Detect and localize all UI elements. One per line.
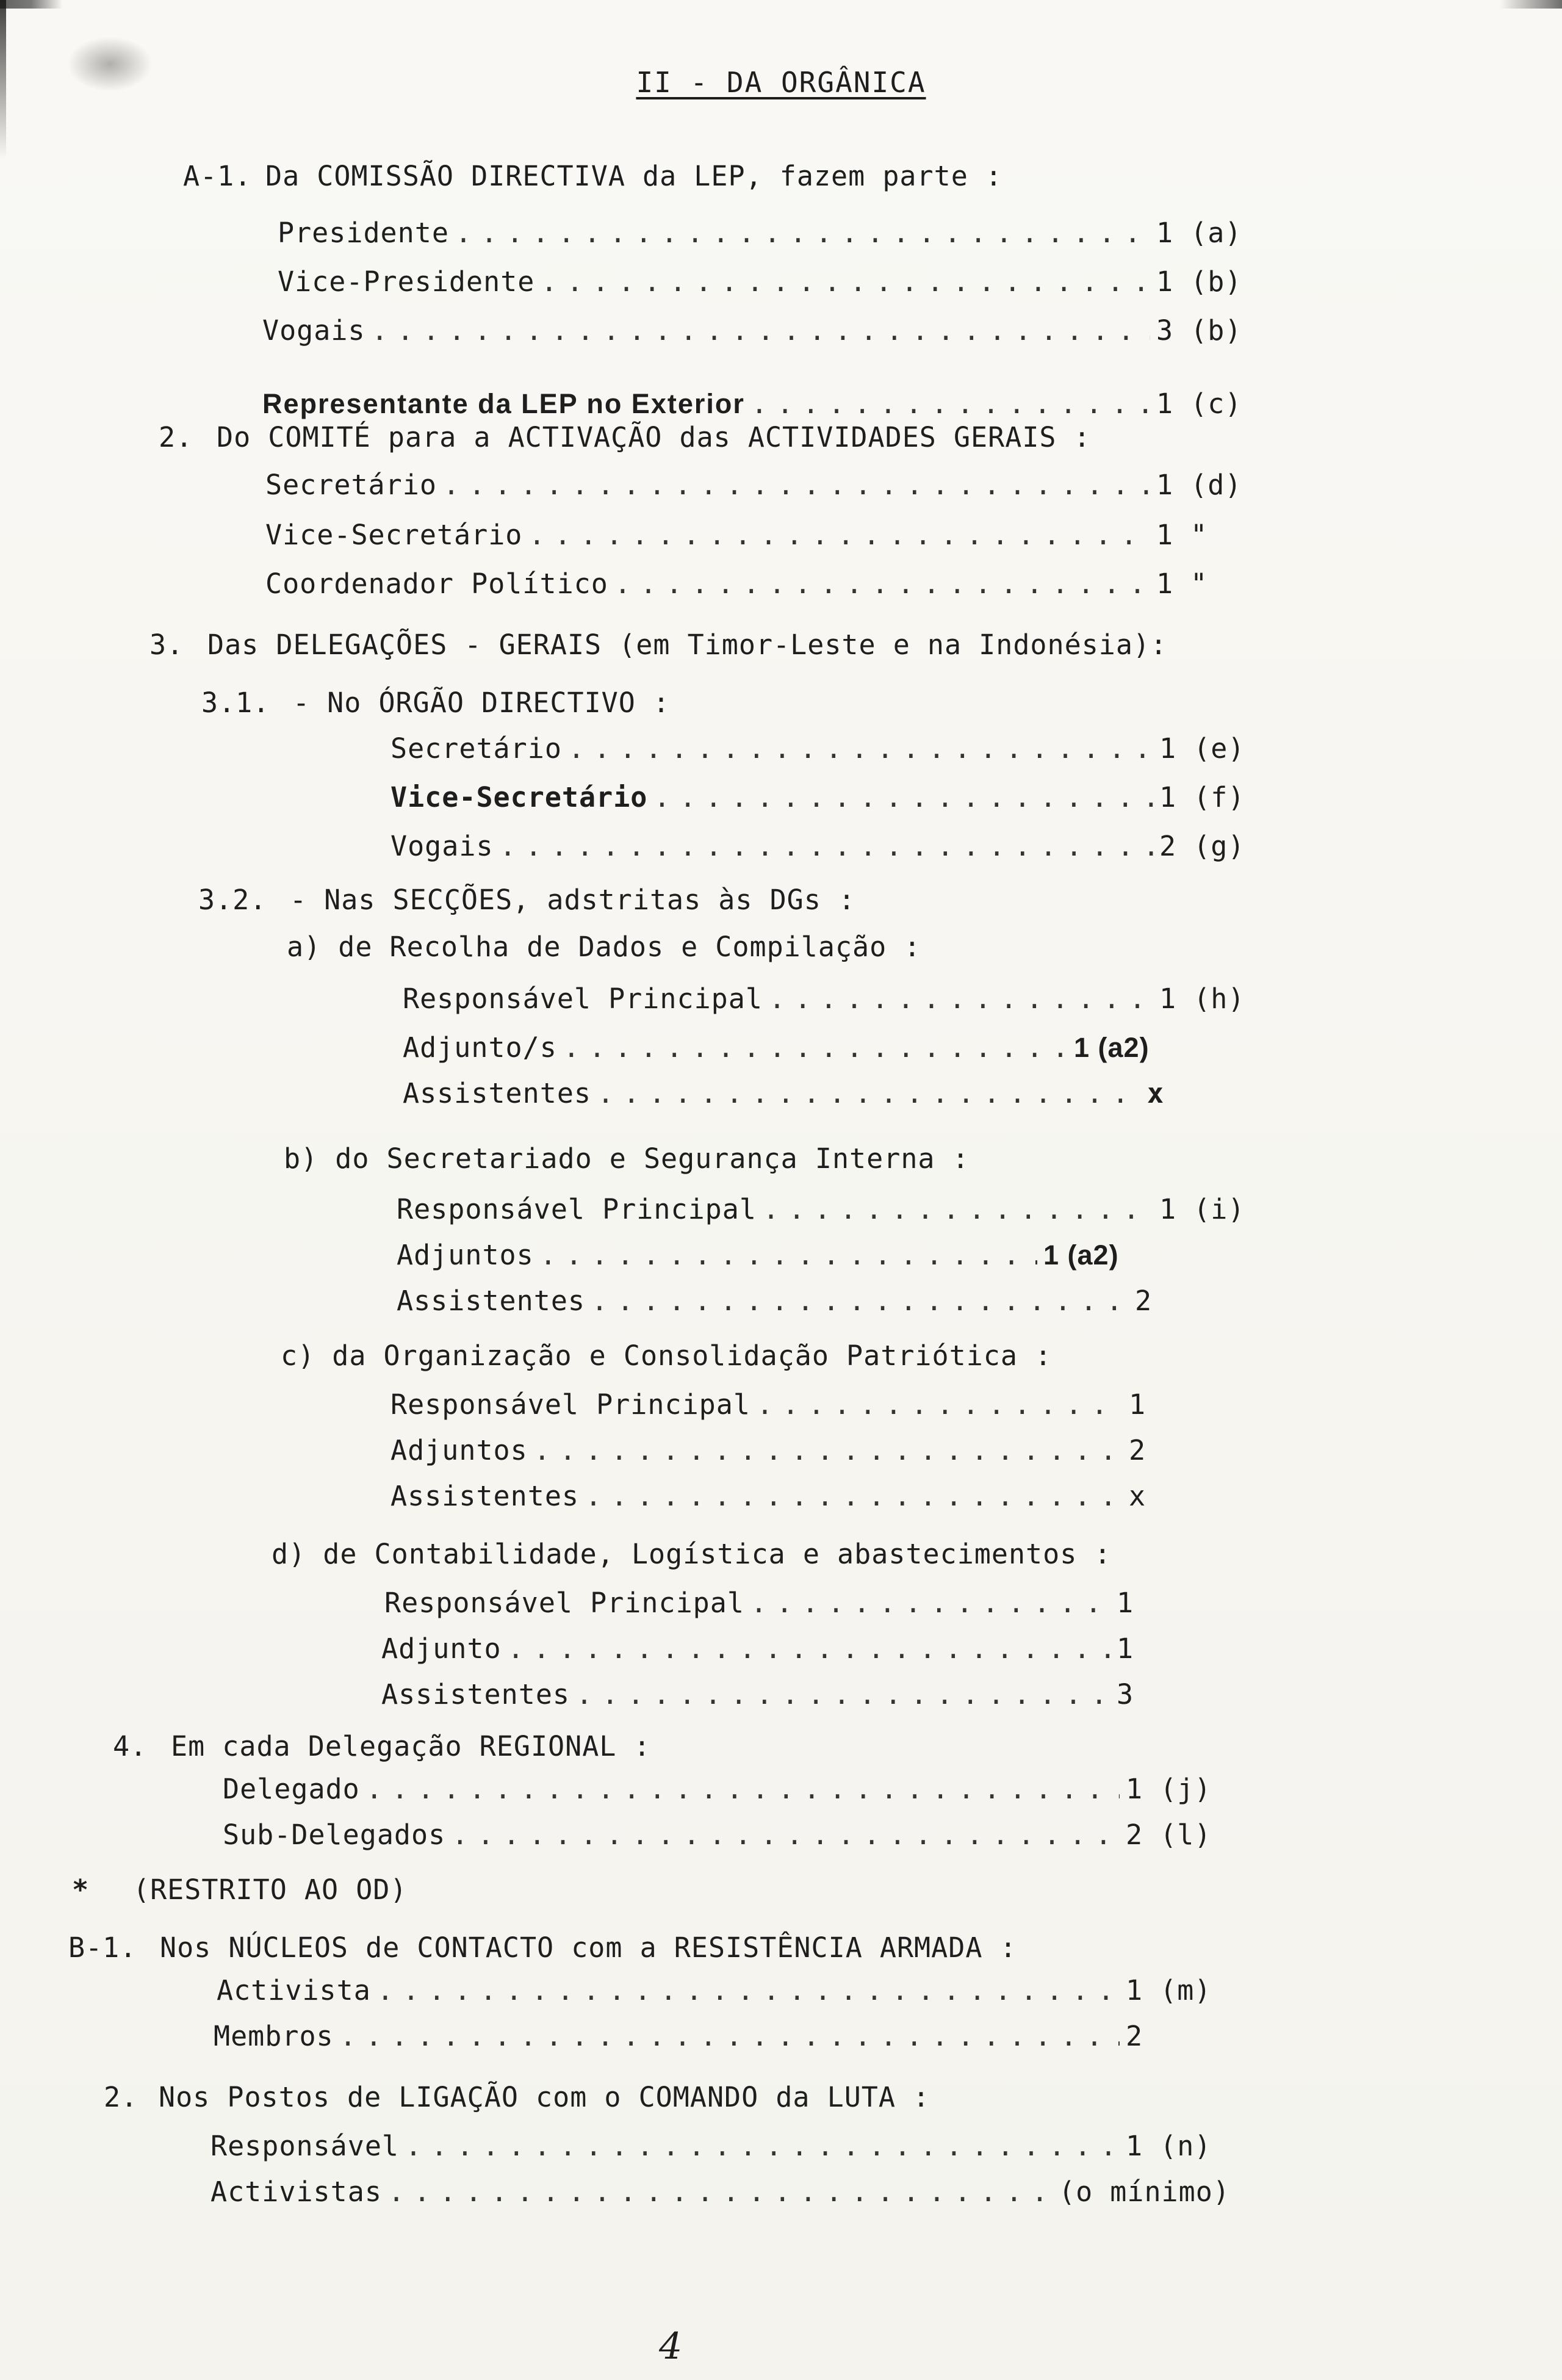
dot-leader [452,1819,1120,1851]
item-value: 2 (l) [1126,1819,1212,1851]
item-value: 1 (m) [1126,1974,1212,2007]
item-value: 1 (n) [1126,2130,1212,2162]
section-heading-text: - Nas SECÇÕES, adstritas às DGs : [290,884,856,916]
section-number: 3. [149,629,184,661]
dot-leader [366,1773,1120,1805]
section-number: 2. [104,2081,139,2113]
item-label: Activista [217,1974,371,2007]
dot-leader [751,388,1150,420]
item-value: x [1129,1480,1146,1512]
dot-leader [405,2130,1120,2162]
item-value: 1 (b) [1156,265,1242,298]
dot-leader [455,217,1150,249]
subsection-d-heading [272,1538,1278,1570]
item-value: (o mínimo) [1059,2176,1230,2208]
item-label: Activistas [211,2176,382,2208]
dot-leader [377,1974,1120,2007]
item-value: 2 [1126,2020,1143,2052]
item-label: Vogais [262,314,365,347]
item-label: Assistentes [403,1077,592,1109]
restricted-note-text: (RESTRITO AO OD) [133,1873,408,1906]
item-value: 1 (f) [1159,781,1245,813]
item-label: Presidente [278,217,449,249]
dot-leader [534,1434,1123,1466]
section-number: 2. [159,421,193,453]
item-value: 1 " [1156,568,1208,600]
item-value: x [1147,1077,1165,1109]
item-label: Responsável Principal [384,1587,744,1619]
item-label: Membros [214,2020,334,2052]
item-value: 1 [1117,1587,1134,1619]
item-label: Adjunto [381,1632,502,1665]
dot-leader [597,1077,1141,1109]
list-item [211,2176,1248,2208]
dot-leader [750,1587,1110,1619]
item-label: Secretário [390,732,562,765]
dot-leader [563,1031,1068,1064]
subsection-a-heading [287,931,1263,963]
list-item [390,732,1257,765]
dot-leader [585,1480,1123,1512]
item-value: 1 " [1156,519,1208,551]
dot-leader [769,983,1153,1015]
list-item [265,568,1254,600]
item-value: 1 (a2) [1074,1032,1150,1063]
section-b2-heading [104,2081,1233,2113]
list-item [217,1974,1223,2007]
dot-leader [653,781,1153,813]
list-item [384,1587,1141,1619]
section-a3-heading [149,629,1278,661]
subsection-c-heading [281,1340,1257,1372]
dot-leader [528,519,1150,551]
item-label: Assistentes [397,1285,586,1317]
list-item [265,469,1254,501]
list-item [397,1285,1159,1317]
item-label: Sub-Delegados [223,1819,446,1851]
item-value: 1 (a) [1156,217,1242,249]
list-item [214,2020,1223,2052]
dot-leader [763,1193,1153,1225]
list-item [403,1077,1172,1109]
scan-edge-top [0,0,1562,9]
section-heading-text: Das DELEGAÇÕES - GERAIS (em Timor-Leste e na Indonésia): [207,629,1168,661]
section-heading-text: Do COMITÉ para a ACTIVAÇÃO das ACTIVIDADES GERAIS : [217,421,1091,453]
section-number: 3.1. [201,687,270,719]
subsection-heading-text: a) de Recolha de Dados e Compilação : [287,931,921,963]
dot-leader [443,469,1150,501]
section-a31-heading [201,687,1239,719]
subsection-heading-text: b) do Secretariado e Segurança Interna : [284,1142,970,1175]
section-number: B-1. [68,1931,137,1964]
section-heading-text: Em cada Delegação REGIONAL : [171,1730,651,1762]
dot-leader [388,2176,1053,2208]
section-a32-heading [198,884,1236,916]
section-a2-heading [159,421,1257,453]
list-item [390,1388,1153,1421]
list-item [381,1678,1141,1711]
item-value: 2 [1135,1285,1153,1317]
list-item [403,983,1257,1015]
item-value: 1 [1129,1388,1146,1421]
item-value: 1 (j) [1126,1773,1212,1805]
section-number: 4. [113,1730,148,1762]
item-label: Vice-Presidente [278,265,535,298]
page-title-text: II - DA ORGÂNICA [636,66,926,99]
item-value: 1 (a2) [1043,1239,1119,1271]
section-number: A-1. [183,160,252,192]
list-item [390,781,1257,813]
asterisk-marker: * [72,1873,90,1906]
item-value: 1 (i) [1159,1193,1245,1225]
item-value: 1 (c) [1156,388,1242,420]
subsection-heading-text: c) da Organização e Consolidação Patriótica : [281,1340,1053,1372]
dot-leader [757,1388,1123,1421]
section-a4-heading [113,1730,1211,1762]
list-item [381,1632,1141,1665]
list-item [262,388,1254,420]
page-number: 4 [659,2325,683,2368]
subsection-b-heading [284,1142,1260,1175]
dot-leader [568,732,1153,765]
item-label: Responsável [211,2130,400,2162]
item-value: 3 (b) [1156,314,1242,347]
dot-leader [540,1239,1037,1271]
dot-leader [541,265,1150,298]
dot-leader [614,568,1150,600]
dot-leader [576,1678,1110,1711]
item-value: 3 [1117,1678,1134,1711]
item-label: Coordenador Político [265,568,608,600]
section-heading-text: - No ÓRGÃO DIRECTIVO : [293,687,671,719]
item-label: Vogais [390,830,494,862]
list-item [211,2130,1223,2162]
item-value: 1 (h) [1159,983,1245,1015]
list-item [278,217,1254,249]
list-item [390,1434,1153,1466]
item-value: 1 (e) [1159,732,1245,765]
item-label: Responsável Principal [397,1193,757,1225]
dot-leader [372,314,1150,347]
item-label: Vice-Secretário [390,781,648,813]
item-value: 1 [1117,1632,1134,1665]
item-value: 2 [1129,1434,1146,1466]
item-label: Adjunto/s [403,1031,557,1064]
list-item [223,1819,1223,1851]
dot-leader [340,2020,1120,2052]
item-label: Secretário [265,469,437,501]
item-value: 1 (d) [1156,469,1242,501]
list-item [390,830,1257,862]
section-number: 3.2. [198,884,267,916]
item-label: Representante da LEP no Exterior [262,388,745,419]
section-a1-heading [183,160,1281,192]
item-label: Adjuntos [397,1239,534,1271]
item-label: Assistentes [390,1480,580,1512]
dot-leader [591,1285,1129,1317]
list-item [262,314,1254,347]
list-item [278,265,1254,298]
item-label: Assistentes [381,1678,570,1711]
subsection-heading-text: d) de Contabilidade, Logística e abastecimentos : [272,1538,1112,1570]
list-item [265,519,1254,551]
dot-leader [500,830,1153,862]
section-heading-text: Nos Postos de LIGAÇÃO com o COMANDO da LUTA : [159,2081,930,2113]
item-label: Delegado [223,1773,360,1805]
item-label: Vice-Secretário [265,519,523,551]
item-label: Responsável Principal [390,1388,750,1421]
item-label: Responsável Principal [403,983,763,1015]
page-title [0,66,1562,99]
list-item [223,1773,1223,1805]
section-b1-heading [68,1931,1228,1964]
list-item [403,1031,1190,1064]
dot-leader [508,1632,1110,1665]
list-item [397,1239,1159,1271]
section-heading-text: Da COMISSÃO DIRECTIVA da LEP, fazem parte : [265,160,1002,192]
list-item [390,1480,1153,1512]
item-label: Adjuntos [390,1434,528,1466]
item-value: 2 (g) [1159,830,1245,862]
list-item [397,1193,1257,1225]
section-heading-text: Nos NÚCLEOS de CONTACTO com a RESISTÊNCIA ARMADA : [160,1931,1017,1964]
restricted-note [72,1873,804,1906]
